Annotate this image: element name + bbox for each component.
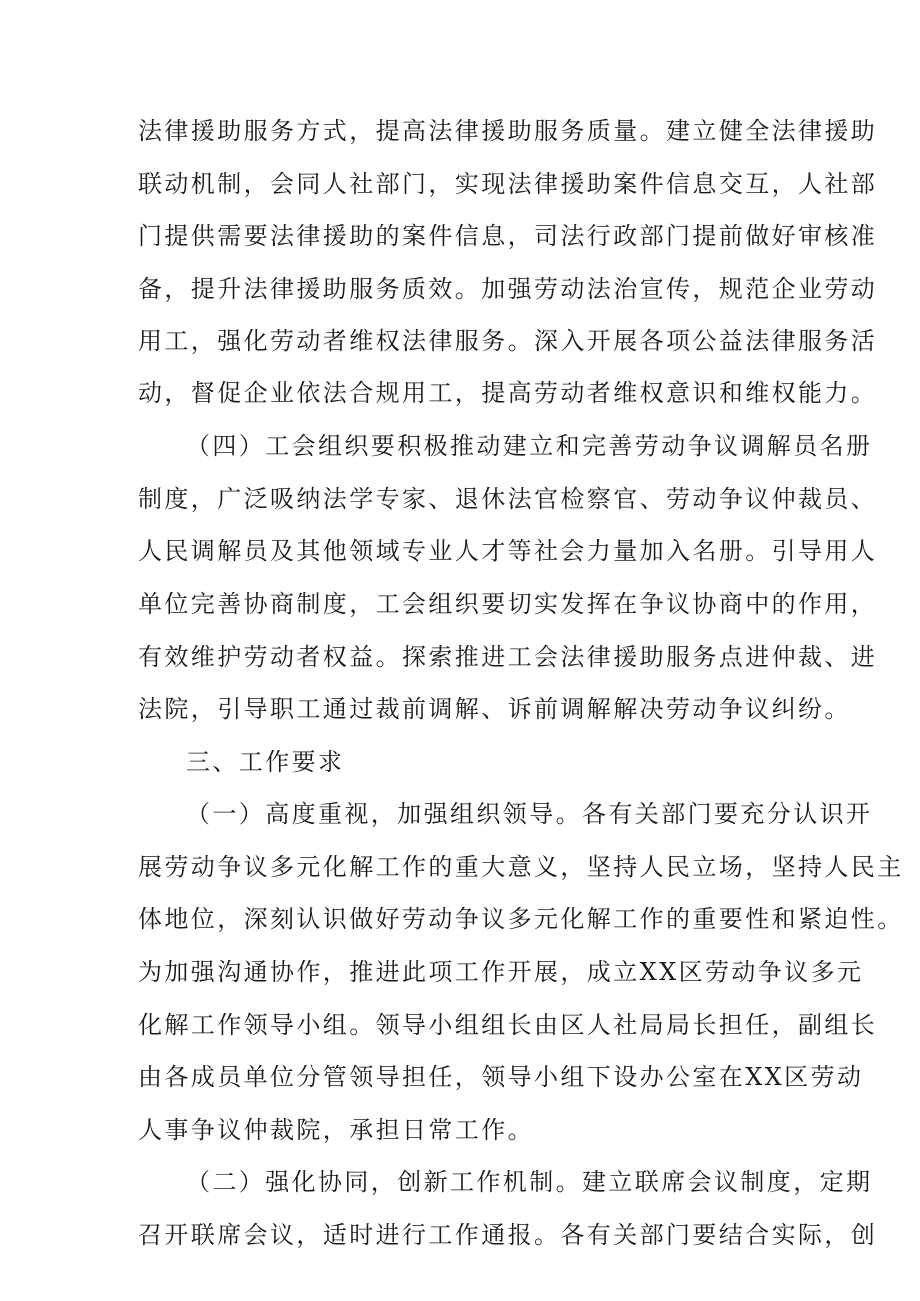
- paragraph-2-start: （二）强化协同，创新工作机制。建立联席会议制度，定期: [186, 1168, 873, 1196]
- paragraph-1-start: （一）高度重视，加强组织领导。各有关部门要充分认识开: [186, 800, 873, 828]
- body-text-line: 由各成员单位分管领导担任，领导小组下设办公室在XX区劳动: [138, 1063, 864, 1091]
- body-text-line: 法院，引导职工通过裁前调解、诉前调解解决劳动争议纠纷。: [138, 695, 851, 723]
- body-text-line: 召开联席会议，适时进行工作通报。各有关部门要结合实际，创: [138, 1221, 878, 1249]
- body-text-line: 制度，广泛吸纳法学专家、退休法官检察官、劳动争议仲裁员、: [138, 485, 878, 513]
- body-text-line: 展劳动争议多元化解工作的重大意义，坚持人民立场，坚持人民主: [138, 853, 904, 881]
- body-text-line: 用工，强化劳动者维权法律服务。深入开展各项公益法律服务活: [138, 327, 878, 355]
- section-heading: 三、工作要求: [186, 748, 345, 776]
- body-text-line: 有效维护劳动者权益。探索推进工会法律援助服务点进仲裁、进: [138, 643, 878, 671]
- body-text-line: 人民调解员及其他领域专业人才等社会力量加入名册。引导用人: [138, 537, 878, 565]
- body-text-line: 门提供需要法律援助的案件信息，司法行政部门提前做好审核准: [138, 222, 878, 250]
- body-text-line: 化解工作领导小组。领导小组组长由区人社局局长担任，副组长: [138, 1011, 878, 1039]
- body-text-line: 联动机制，会同人社部门，实现法律援助案件信息交互，人社部: [138, 170, 878, 198]
- body-text-line: 体地位，深刻认识做好劳动争议多元化解工作的重要性和紧迫性。: [138, 905, 904, 933]
- body-text-line: 备，提升法律援助服务质效。加强劳动法治宣传，规范企业劳动: [138, 275, 878, 303]
- body-text-line: 法律援助服务方式，提高法律援助服务质量。建立健全法律援助: [138, 117, 878, 145]
- paragraph-4-start: （四）工会组织要积极推动建立和完善劳动争议调解员名册: [186, 432, 873, 460]
- body-text-line: 为加强沟通协作，推进此项工作开展，成立XX区劳动争议多元: [138, 958, 864, 986]
- body-text-line: 人事争议仲裁院，承担日常工作。: [138, 1116, 534, 1144]
- body-text-line: 动，督促企业依法合规用工，提高劳动者维权意识和维权能力。: [138, 379, 878, 407]
- body-text-line: 单位完善协商制度，工会组织要切实发挥在争议协商中的作用，: [138, 590, 878, 618]
